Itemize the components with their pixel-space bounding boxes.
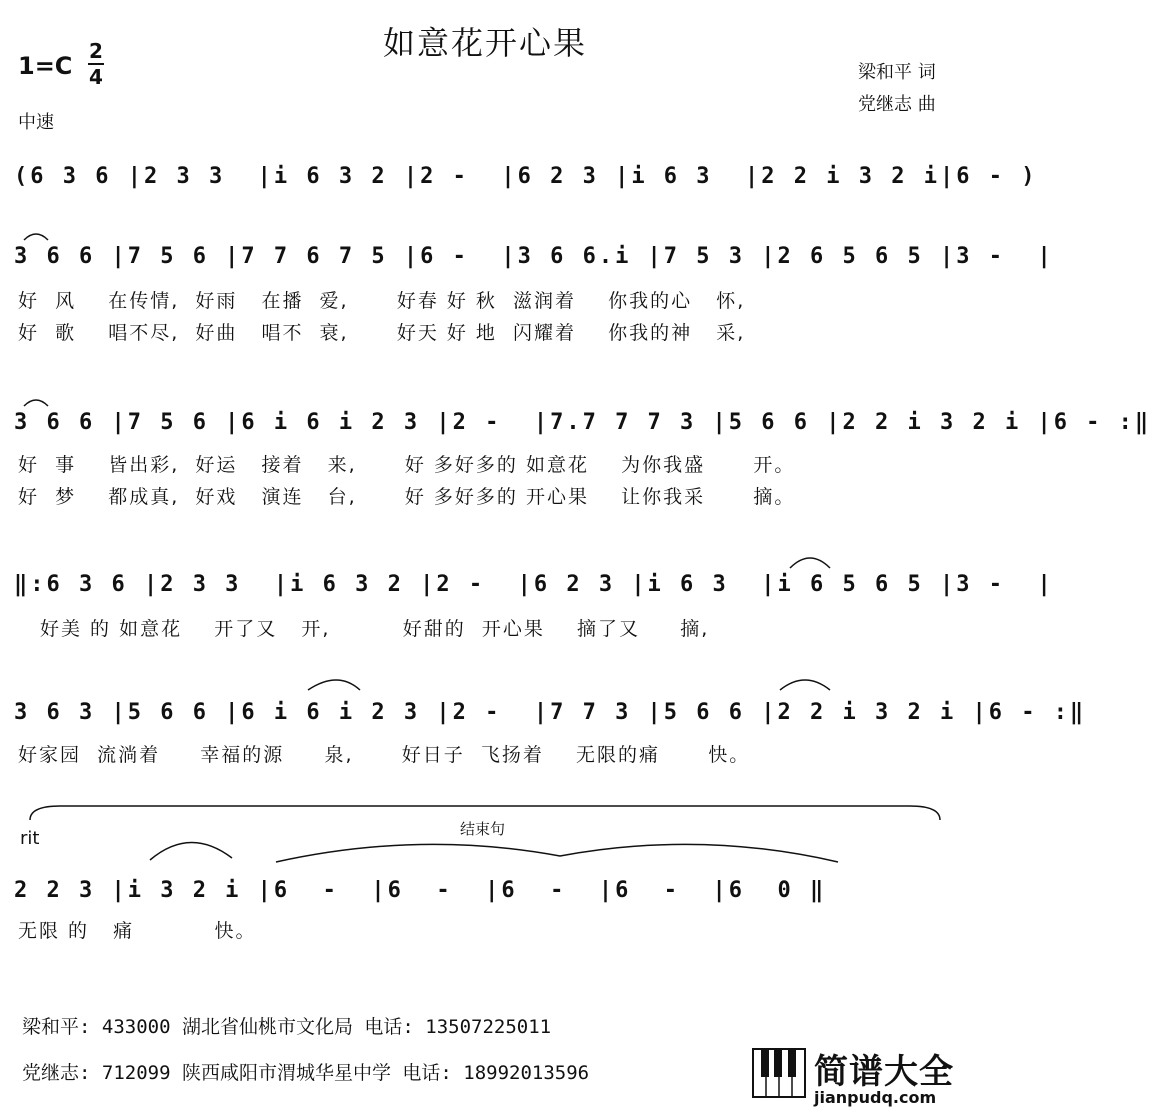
notation-line: 3 6 6 |7 5 6 |6 i 6 i 2 3 |2 - |7.7 7 7 3 |5 6 6 |2 2 i 3 2 i |6 - :‖ <box>14 410 1151 435</box>
page-title: 如意花开心果 <box>382 24 587 62</box>
score-system-3 <box>0 396 1151 456</box>
lyric-line: 好 事 皆出彩, 好运 接着 来, 好 多好多的 如意花 为你我盛 开。 <box>18 454 796 476</box>
lyricist-credit: 梁和平 词 <box>858 62 936 83</box>
notation-line: (6 3 6 |2 3 3 |i 6 3 2 |2 - |6 2 3 |i 6 3 |2 2 i 3 2 i|6 - ) <box>14 164 1038 189</box>
score-system-6 <box>0 864 970 924</box>
notation-line: 3 6 6 |7 5 6 |7 7 6 7 5 |6 - |3 6 6.i |7 5 3 |2 6 5 6 5 |3 - | <box>14 244 1054 269</box>
tempo-marking: 中速 <box>18 112 54 133</box>
notation-line: 2 2 3 |i 3 2 i |6 - |6 - |6 - |6 - |6 0 ‖ <box>14 878 827 903</box>
rit-marking: rit <box>20 828 40 849</box>
logo-url-text: jianpudq.com <box>814 1088 937 1107</box>
lyric-line: 无限 的 痛 快。 <box>18 920 257 942</box>
key-signature: 1=C <box>18 52 73 80</box>
lyric-line: 好家园 流淌着 幸福的源 泉, 好日子 飞扬着 无限的痛 快。 <box>18 744 751 766</box>
time-signature-top: 2 <box>89 39 103 63</box>
lyric-line: 好 歌 唱不尽, 好曲 唱不 衰, 好天 好 地 闪耀着 你我的神 采, <box>18 322 746 344</box>
lyric-line: 好 梦 都成真, 好戏 演连 台, 好 多好多的 开心果 让你我采 摘。 <box>18 486 796 508</box>
logo-brand-text: 简谱大全 <box>814 1052 954 1092</box>
piano-icon <box>752 1048 806 1098</box>
score-system-1 <box>0 150 1038 210</box>
ending-label: 结束句 <box>460 820 506 838</box>
slur <box>150 842 232 860</box>
score-system-5 <box>0 686 1087 746</box>
notation-line: ‖:6 3 6 |2 3 3 |i 6 3 2 |2 - |6 2 3 |i 6 3 |i 6 5 6 5 |3 - | <box>14 572 1054 597</box>
site-logo[interactable] <box>752 1044 964 1108</box>
composer-credit: 党继志 曲 <box>858 94 936 115</box>
lyric-line: 好 风 在传情, 好雨 在播 爱, 好春 好 秋 滋润着 你我的心 怀, <box>18 290 746 312</box>
time-signature-bottom: 4 <box>89 65 103 89</box>
lyric-line: 好美 的 如意花 开了又 开, 好甜的 开心果 摘了又 摘, <box>40 618 710 640</box>
contact-line-lyricist: 梁和平: 433000 湖北省仙桃市文化局 电话: 13507225011 <box>22 1016 552 1038</box>
score-system-4 <box>0 558 1054 618</box>
score-system-2 <box>0 230 1054 290</box>
notation-line: 3 6 3 |5 6 6 |6 i 6 i 2 3 |2 - |7 7 3 |5 6 6 |2 2 i 3 2 i |6 - :‖ <box>14 700 1087 725</box>
time-signature <box>88 40 104 88</box>
contact-line-composer: 党继志: 712099 陕西咸阳市渭城华星中学 电话: 18992013596 <box>22 1062 590 1084</box>
tie <box>276 844 838 862</box>
